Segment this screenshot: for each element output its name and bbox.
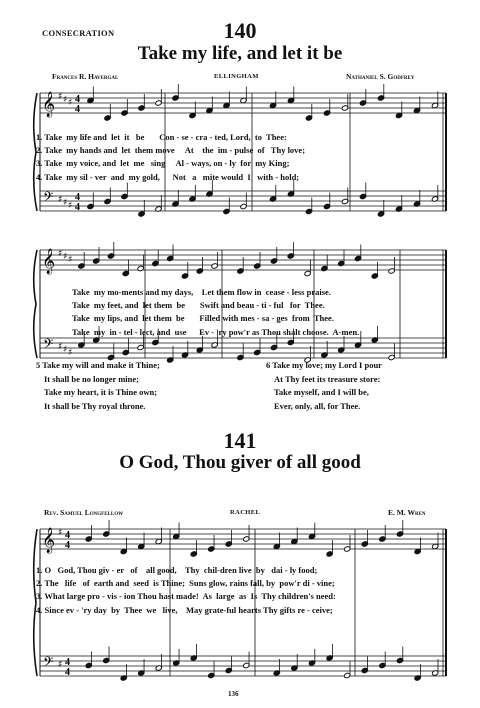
author-credit: Rev. Samuel Longfellow xyxy=(44,508,124,517)
author-credit: Frances R. Havergal xyxy=(52,72,119,81)
hymn-number: 141 xyxy=(223,428,257,453)
time-signature: 4 xyxy=(75,104,80,115)
lyric-line: 2. The life of earth and seed is Thine; Suns glow, rains fall, by pow'r di - vine; xyxy=(36,578,335,589)
sharp-icon: ♯ xyxy=(68,255,73,265)
time-signature: 4 xyxy=(75,202,80,213)
bass-clef-icon: 𝄢 xyxy=(43,336,54,355)
lyric-line: 3. Take my voice, and let me sing Al - ways, on - ly for my King; xyxy=(36,158,290,169)
stanza-6 xyxy=(266,359,382,413)
hymn-title: O God, Thou giver of all good xyxy=(119,452,361,473)
lyric-line: 1. Take my life and let it be Con - se - cra - ted, Lord, to Thee: xyxy=(36,132,287,142)
lyric-line: Take my feet, and let them be Swift and beau - ti - ful for Thee. xyxy=(72,300,325,311)
sharp-icon: ♯ xyxy=(68,201,73,211)
sharp-icon: ♯ xyxy=(58,528,63,538)
lyric-line: 2. Take my hands and let them move At the im - pulse of Thy love; xyxy=(36,145,306,156)
lyric-line: 4. Since ev - 'ry day by Thee we live, May grate-ful hearts Thy gifts re - ceive; xyxy=(36,604,333,615)
lyrics-block-1 xyxy=(36,131,305,184)
treble-clef-icon: 𝄞 xyxy=(42,92,56,117)
section-heading: CONSECRATION xyxy=(42,28,115,38)
lyric-line: Take my in - tel - lect, and use Ev - 'ry pow'r as Thou shalt choose. A-men. xyxy=(72,326,360,337)
sharp-icon: ♯ xyxy=(58,249,63,259)
composer-credit: E. M. Wren xyxy=(388,508,426,517)
sharp-icon: ♯ xyxy=(68,98,73,108)
lyric-line: Take my lips, and let them be Filled with mes - sa - ges from Thee. xyxy=(72,313,334,324)
lyric-line: 3. What large pro - vis - ion Thou hast made! As large as Is Thy children's need: xyxy=(36,591,336,602)
stanza-line: At Thy feet its treasure store: xyxy=(274,373,381,384)
bass-clef-icon: 𝄢 xyxy=(43,654,54,673)
tune-name: RACHEL xyxy=(230,509,261,516)
time-signature: 4 xyxy=(65,667,70,678)
page-number: 136 xyxy=(228,690,239,698)
sharp-icon: ♯ xyxy=(63,198,68,208)
sharp-icon: ♯ xyxy=(63,95,68,105)
stanza-line: Take myself, and I will be, xyxy=(274,387,369,397)
brace xyxy=(34,250,37,358)
stanza-line: 5 Take my will and make it Thine; xyxy=(36,360,160,370)
stanza-line: It shall be Thy royal throne. xyxy=(44,400,146,411)
sharp-icon: ♯ xyxy=(58,195,63,205)
stanza-line: Take my heart, it is Thine own; xyxy=(44,387,158,397)
time-signature: 4 xyxy=(75,192,80,203)
sharp-icon: ♯ xyxy=(68,348,73,358)
sharp-icon: ♯ xyxy=(58,660,63,670)
time-signature: 4 xyxy=(65,530,70,541)
composer-credit: Nathaniel S. Godfrey xyxy=(346,72,415,81)
lyric-line: Take my mo-ments and my days, Let them flow in cease - less praise. xyxy=(72,287,331,297)
sharp-icon: ♯ xyxy=(58,92,63,102)
tune-name: ELLINGHAM xyxy=(214,73,259,80)
bass-clef-icon: 𝄢 xyxy=(43,189,54,208)
time-signature: 4 xyxy=(75,94,80,105)
sharp-icon: ♯ xyxy=(58,342,63,352)
sharp-icon: ♯ xyxy=(63,345,68,355)
stanza-line: It shall be no longer mine; xyxy=(44,373,140,384)
lyric-line: 4. Take my sil - ver and my gold, Not a mite would I with - hold; xyxy=(36,171,300,182)
time-signature: 4 xyxy=(65,657,70,668)
hymn-number: 140 xyxy=(223,18,257,43)
lyrics-block-3 xyxy=(36,564,336,617)
hymn-title: Take my life, and let it be xyxy=(137,43,343,64)
stanza-5 xyxy=(36,359,160,413)
treble-clef-icon: 𝄞 xyxy=(42,528,56,553)
stanza-line: Ever, only, all, for Thee. xyxy=(274,400,361,411)
time-signature: 4 xyxy=(65,540,70,551)
stanza-line: 6 Take my love; my Lord I pour xyxy=(266,360,382,370)
treble-clef-icon: 𝄞 xyxy=(42,249,56,274)
sharp-icon: ♯ xyxy=(63,252,68,262)
lyric-line: 1. O God, Thou giv - er of all good, Thy chil-dren live by dai - ly food; xyxy=(36,565,318,575)
lyrics-block-2 xyxy=(72,286,359,339)
